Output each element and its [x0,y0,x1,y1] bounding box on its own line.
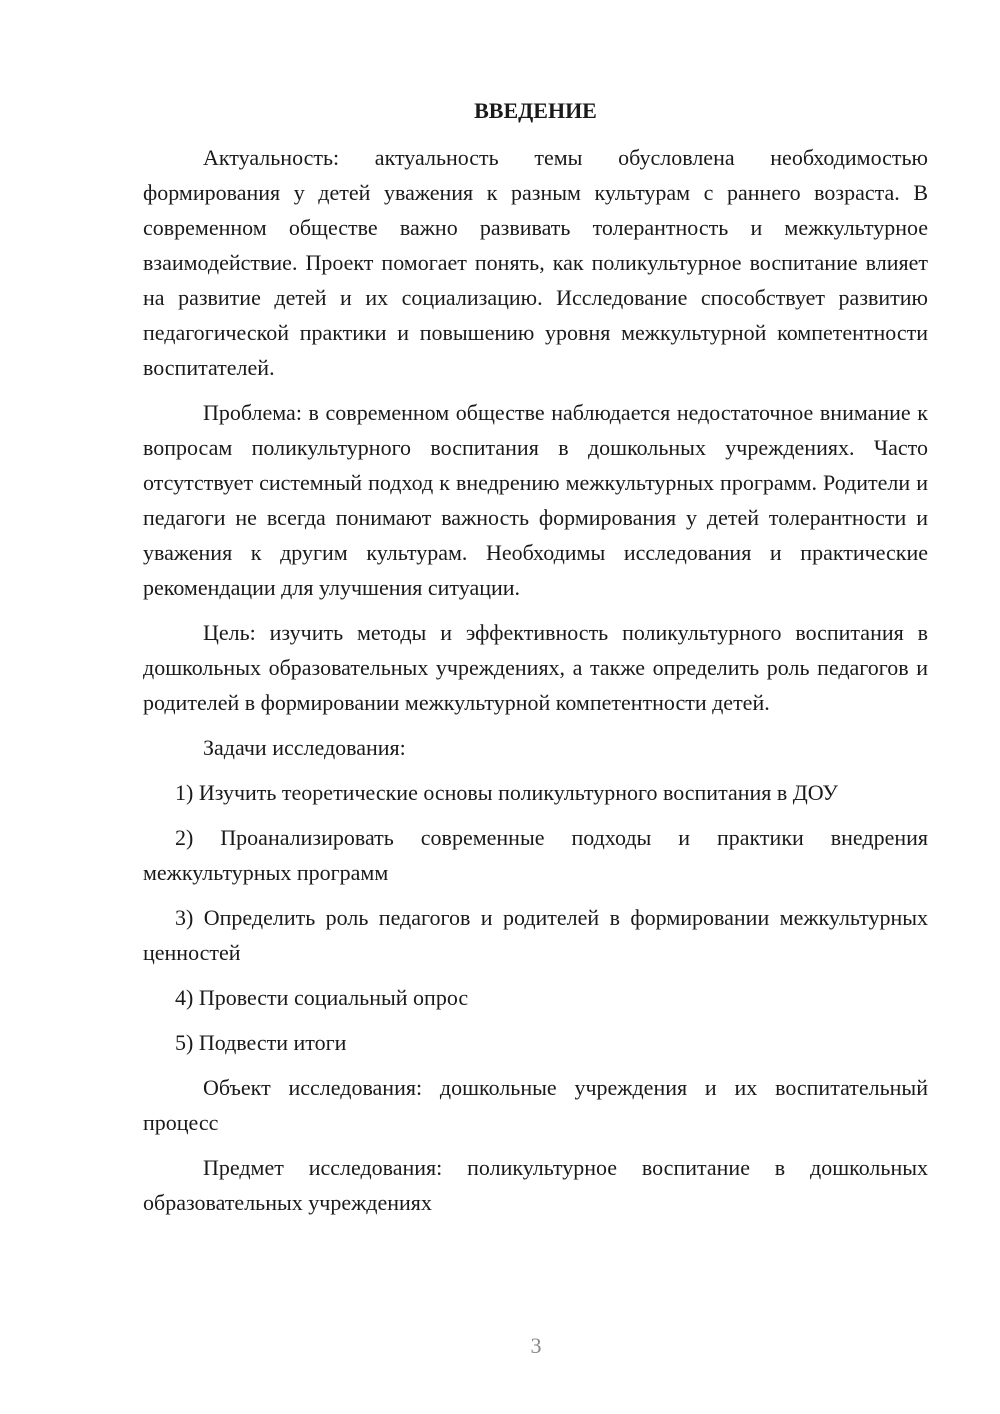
task-item-3: 3) Определить роль педагогов и родителей в формировании межкультурных ценностей [143,905,928,965]
paragraph-subject: Предмет исследования: поликультурное воспитание в дошкольных образовательных учреждениях [143,1155,928,1215]
paragraph-object: Объект исследования: дошкольные учреждения и их воспитательный процесс [143,1075,928,1135]
paragraph-goal: Цель: изучить методы и эффективность поликультурного воспитания в дошкольных образовательных учреждениях, а также определить роль педагогов и родителей в формировании межкультурной компетентности детей. [143,620,928,715]
page-number: 3 [530,1333,542,1358]
tasks-heading: Задачи исследования: [203,735,406,760]
task-item-1: 1) Изучить теоретические основы поликультурного воспитания в ДОУ [175,780,839,805]
task-item-5: 5) Подвести итоги [175,1030,347,1055]
document-page [143,96,928,1230]
task-item-4: 4) Провести социальный опрос [175,985,469,1010]
task-item-2: 2) Проанализировать современные подходы и практики внедрения межкультурных программ [143,825,928,885]
paragraph-problem: Проблема: в современном обществе наблюдается недостаточное внимание к вопросам поликультурного воспитания в дошкольных учреждениях. Часто отсутствует системный подход к внедрению межкультурных программ. Родители и педагоги не всегда понимают важность формирования у детей толерантности и уважения к другим культурам. Необходимы исследования и практические рекомендации для улучшения ситуации. [143,400,928,600]
section-title: ВВЕДЕНИЕ [474,98,597,123]
paragraph-relevance: Актуальность: актуальность темы обусловлена необходимостью формирования у детей уважения к разным культурам с раннего возраста. В современном обществе важно развивать толерантность и межкультурное взаимодействие. Проект помогает понять, как поликультурное воспитание влияет на развитие детей и их социализацию. Исследование способствует развитию педагогической практики и повышению уровня межкультурной компетентности воспитателей. [143,145,928,380]
